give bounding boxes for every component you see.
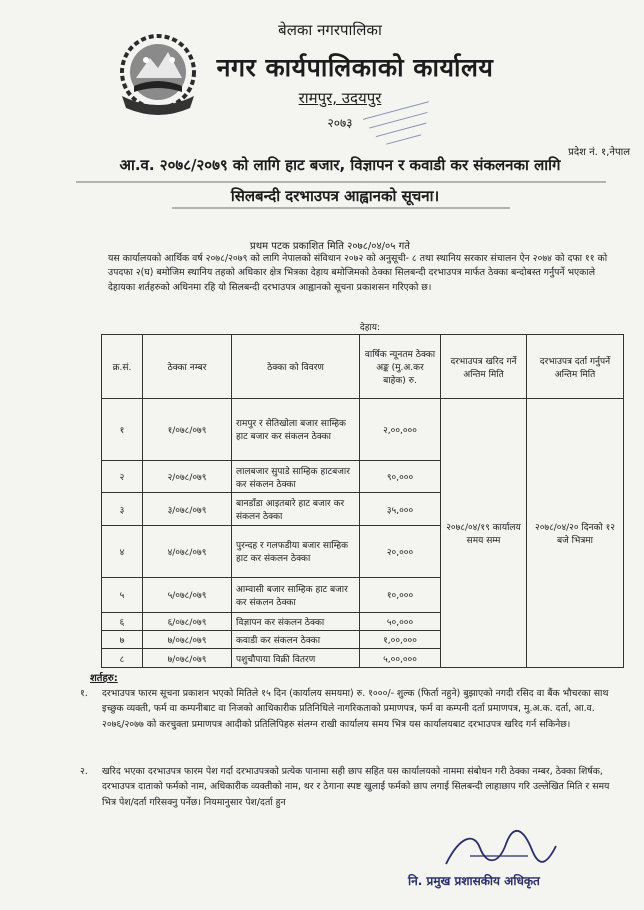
signature-icon bbox=[440, 826, 560, 874]
cell-details: पुरन्दह र गलफडीया बजार साम्हिक हाट कर संकलन ठेक्का bbox=[232, 526, 360, 577]
conditions-heading: शर्तहरु: bbox=[90, 673, 118, 684]
condition-number: २. bbox=[80, 766, 88, 777]
cell-amount: ९०,००० bbox=[360, 460, 441, 493]
cell-contract-no: ३/०७८/०७९ bbox=[143, 493, 232, 526]
cell-sn: ७ bbox=[102, 630, 143, 648]
col-header-submit-deadline: दरभाउपत्र दर्ता गर्नुपर्ने अन्तिम मिति bbox=[527, 335, 624, 399]
cell-contract-no: ७/०७८/०७९ bbox=[143, 649, 232, 668]
cell-contract-no: ७/०७८/०७९ bbox=[143, 630, 232, 648]
cell-amount: १,००,००० bbox=[360, 630, 441, 648]
condition-item-1 bbox=[80, 686, 620, 732]
header-office: नगर कार्यपालिकाको कार्यालय bbox=[216, 53, 494, 82]
contract-table bbox=[101, 334, 624, 668]
table-row bbox=[102, 399, 624, 461]
cell-sn: ४ bbox=[102, 526, 143, 577]
cell-details: कवाडी कर संकलन ठेक्का bbox=[232, 630, 360, 648]
cell-sn: ५ bbox=[102, 577, 143, 612]
cell-details: विज्ञापन कर संकलन ठेक्का bbox=[232, 612, 360, 630]
cell-amount: २,००,००० bbox=[360, 399, 441, 461]
cell-details: लालबजार सुपाडे साम्हिक हाटबजार कर संकलन ठेक्का bbox=[232, 460, 360, 493]
title-underline bbox=[76, 180, 606, 210]
cell-contract-no: ६/०७८/०७९ bbox=[143, 612, 232, 630]
cell-sn: ३ bbox=[102, 493, 143, 526]
cell-amount: ५०,००० bbox=[360, 612, 441, 630]
cell-contract-no: ४/०७८/०७९ bbox=[143, 526, 232, 577]
cell-sn: २ bbox=[102, 460, 143, 493]
province-label: प्रदेश नं. १,नेपाल bbox=[568, 147, 630, 158]
col-header-details: ठेक्का को विवरण bbox=[232, 335, 360, 399]
cell-amount: ३५,००० bbox=[360, 493, 441, 526]
cell-amount: ५,००,००० bbox=[360, 649, 441, 668]
header-location: रामपुर, उदयपुर bbox=[298, 89, 382, 107]
col-header-sn: क्र.सं. bbox=[102, 335, 143, 399]
cell-details: बानडाँडा आइतबारे हाट बजार कर संकलन ठेक्का bbox=[232, 493, 360, 526]
header-municipality: बेलका नगरपालिका bbox=[278, 21, 382, 39]
cell-sn: ८ bbox=[102, 649, 143, 668]
cell-contract-no: १/०७८/०७९ bbox=[143, 399, 232, 461]
cell-sn: १ bbox=[102, 399, 143, 461]
cell-sn: ६ bbox=[102, 612, 143, 630]
publication-date: प्रथम पटक प्रकाशित मिति २०७८/०४/०५ गते bbox=[250, 241, 410, 252]
cell-submit-deadline: २०७८/०४/२० दिनको १२ बजे भित्रमा bbox=[527, 399, 624, 668]
condition-text: खरिद भएका दरभाउपत्र फारम पेश गर्दा दरभाउपत्रको प्रत्येक पानामा सही छाप सहित यस कार्यालयको नाममा संबोधन गरी ठेक्का नम्बर, ठेक्का शिर्षक, दरभाउपत्र दाताको फर्मको नाम, अधिकारीक व्यक्तीको नाम, थर र ठेगाना स्पष्ट खुलाई फर्मको छाप लगाई सिलबन्दी लाहाछाप गरि उल्लेखित मिति र समय भित्र पेश/दर्ता गरिसक्नु पर्नेछ। नियमानुसार पेश/दर्ता हुन bbox=[102, 766, 610, 808]
col-header-contract-no: ठेक्का नम्बर bbox=[143, 335, 232, 399]
cell-contract-no: ५/०७८/०७९ bbox=[143, 577, 232, 612]
condition-number: १. bbox=[80, 688, 88, 699]
cell-amount: २०,००० bbox=[360, 526, 441, 577]
cell-buy-deadline: २०७८/०४/१९ कार्यालय समय सम्म bbox=[441, 399, 527, 668]
office-stamp-icon bbox=[360, 96, 440, 156]
condition-text: दरभाउपत्र फारम सूचना प्रकाशन भएको मितिले १५ दिन (कार्यालय समयमा) रु. १०००/- शुल्क (फिर्ता नहुने) बुझाएको नगदी रसिद वा बैंक भौचरका साथ इच्छुक व्यक्ती, फर्म वा कम्पनीबाट वा निजको आधिकारीक प्रतिनिधिले नागरिकताको प्रमाणपत्र, फर्म वा कम्पनी दर्ता प्रमाणपत्र, मु.अ.क. दर्ता, आ.व. २०७६/२०७७ को करचुक्ता प्रमाणपत्र आदीको प्रतिलिपिहरु संलग्न राखी कार्यालय समय भित्र यस कार्यालयबाट दरभाउपत्र खरिद गर्न सकिनेछ। bbox=[102, 688, 609, 730]
col-header-min-amount: वार्षिक न्यूनतम ठेक्का अङ्क (मु.अ.कर बाहेक) रु. bbox=[360, 335, 441, 399]
header-year: २०७३ bbox=[327, 116, 353, 130]
cell-details: आम्वासी बजार साम्हिक हाट बजार कर संकलन ठेक्का bbox=[232, 577, 360, 612]
signatory-title: नि. प्रमुख प्रशासकीय अधिकृत bbox=[408, 874, 540, 888]
cell-details: रामपुर र सेतिखोला बजार साम्हिक हाट बजार कर संकलन ठेक्का bbox=[232, 399, 360, 461]
cell-details: पशुचौपाया विक्री वितरण bbox=[232, 649, 360, 668]
cell-contract-no: २/०७८/०७९ bbox=[143, 460, 232, 493]
notice-title-line1: आ.व. २०७८/२०७९ को लागि हाट बजार, विज्ञापन र कवाडी कर संकलनका लागि bbox=[119, 156, 561, 174]
notice-title-line2: सिलबन्दी दरभाउपत्र आह्वानको सूचना। bbox=[230, 187, 440, 205]
cell-amount: १०,००० bbox=[360, 577, 441, 612]
schedule-label: देहाय: bbox=[359, 323, 381, 333]
condition-item-2 bbox=[80, 764, 620, 810]
intro-paragraph: यस कार्यालयको आर्थिक वर्ष २०७८/२०७९ को लागि नेपालको संविधान २०७२ को अनुसूची- ८ तथा स्थानिय सरकार संचालन ऐन २०७४ को दफा ११ को उपदफा २(घ) बमोजिम स्थानिय तहको अधिकार क्षेत्र भित्रका देहाय बमोजिमको ठेक्का सिलबन्दी दरभाउपत्र मार्फत ठेक्का बन्दोबस्त गर्नुपर्ने भएकाले देहायका शर्तहरुको अधिनमा रहि यो सिलबन्दी दरभाउपत्र आह्वानको सूचना प्रकाशसन गरिएको छ। bbox=[108, 253, 608, 293]
col-header-buy-deadline: दरभाउपत्र खरिद गर्ने अन्तिम मिति bbox=[441, 335, 527, 399]
